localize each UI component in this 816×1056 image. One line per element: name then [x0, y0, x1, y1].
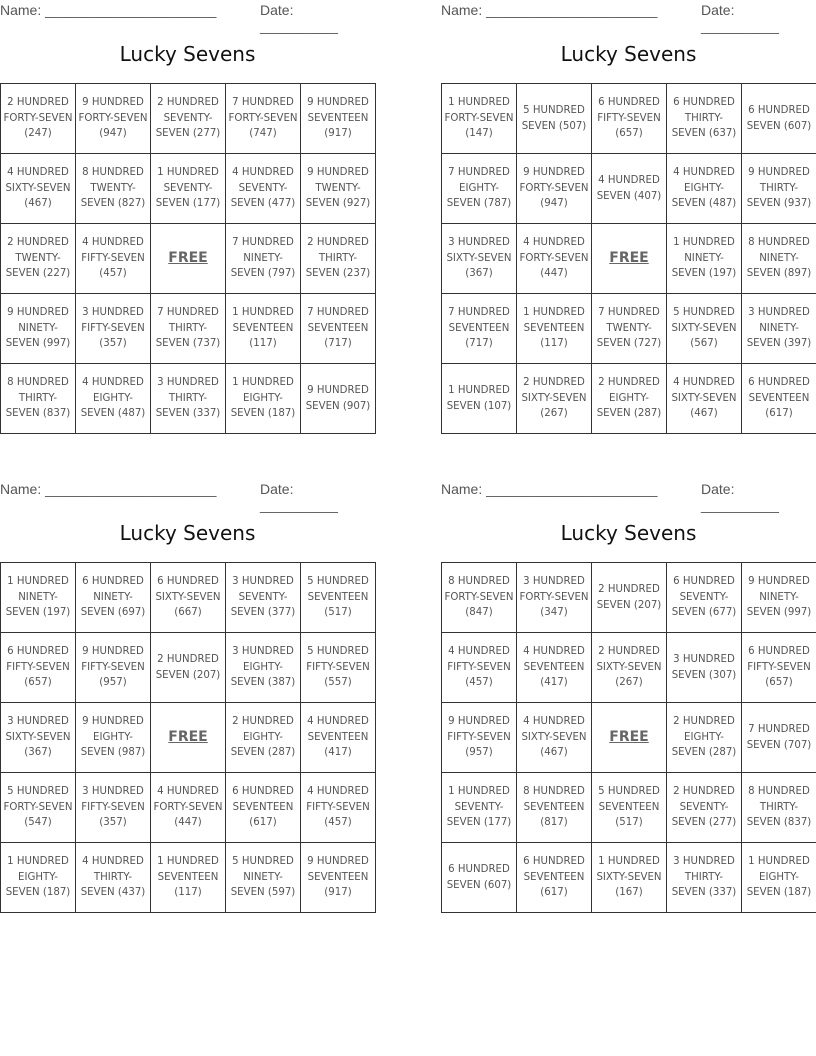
bingo-cell: 3 HUNDRED EIGHTY-SEVEN (387) [226, 633, 301, 703]
bingo-cell: 4 HUNDRED EIGHTY-SEVEN (487) [76, 364, 151, 434]
bingo-cell: 4 HUNDRED SEVEN (407) [592, 154, 667, 224]
card-header [441, 479, 816, 513]
bingo-cell: 4 HUNDRED SEVENTY-SEVEN (477) [226, 154, 301, 224]
bingo-cell: 8 HUNDRED NINETY-SEVEN (897) [742, 224, 816, 294]
card-header [0, 479, 375, 513]
bingo-cell: 7 HUNDRED NINETY-SEVEN (797) [226, 224, 301, 294]
name-field-label: Name: ______________________ [0, 2, 217, 18]
bingo-cell: 4 HUNDRED SIXTY-SEVEN (467) [517, 703, 592, 773]
bingo-cell: 6 HUNDRED SEVENTY-SEVEN (677) [667, 563, 742, 633]
bingo-cell: 9 HUNDRED FORTY-SEVEN (947) [76, 84, 151, 154]
bingo-cell: 2 HUNDRED EIGHTY-SEVEN (287) [667, 703, 742, 773]
bingo-cell: 4 HUNDRED THIRTY-SEVEN (437) [76, 843, 151, 913]
card-header [0, 0, 375, 34]
bingo-cell: 4 HUNDRED FORTY-SEVEN (447) [151, 773, 226, 843]
bingo-cell: 7 HUNDRED THIRTY-SEVEN (737) [151, 294, 226, 364]
grid-row [1, 364, 376, 434]
grid-row [1, 563, 376, 633]
bingo-cell: 1 HUNDRED SEVENTEEN (117) [151, 843, 226, 913]
bingo-cell: 7 HUNDRED EIGHTY-SEVEN (787) [442, 154, 517, 224]
bingo-cell: 5 HUNDRED SEVENTEEN (517) [592, 773, 667, 843]
bingo-cell: 8 HUNDRED SEVENTEEN (817) [517, 773, 592, 843]
bingo-cell: 4 HUNDRED SIXTY-SEVEN (467) [1, 154, 76, 224]
bingo-cell: 2 HUNDRED EIGHTY-SEVEN (287) [226, 703, 301, 773]
grid-row [442, 364, 816, 434]
bingo-cell: 1 HUNDRED EIGHTY-SEVEN (187) [1, 843, 76, 913]
grid-row [1, 843, 376, 913]
bingo-cell: 9 HUNDRED SEVENTEEN (917) [301, 84, 376, 154]
card-title: Lucky Sevens [119, 521, 256, 545]
bingo-cell: 7 HUNDRED FORTY-SEVEN (747) [226, 84, 301, 154]
card-header [441, 0, 816, 34]
bingo-cell: 2 HUNDRED SEVENTY-SEVEN (277) [667, 773, 742, 843]
card-title: Lucky Sevens [560, 521, 697, 545]
bingo-cell: 5 HUNDRED FORTY-SEVEN (547) [1, 773, 76, 843]
bingo-cell: 2 HUNDRED FORTY-SEVEN (247) [1, 84, 76, 154]
bingo-cell: 5 HUNDRED SEVENTEEN (517) [301, 563, 376, 633]
bingo-cell: 9 HUNDRED SEVENTEEN (917) [301, 843, 376, 913]
bingo-cell: 7 HUNDRED TWENTY-SEVEN (727) [592, 294, 667, 364]
bingo-cell: 6 HUNDRED THIRTY-SEVEN (637) [667, 84, 742, 154]
bingo-cell: 5 HUNDRED SIXTY-SEVEN (567) [667, 294, 742, 364]
free-space-cell: FREE [592, 703, 667, 773]
bingo-cell: 2 HUNDRED TWENTY-SEVEN (227) [1, 224, 76, 294]
bingo-cell: 8 HUNDRED THIRTY-SEVEN (837) [742, 773, 816, 843]
bingo-cell: 9 HUNDRED FORTY-SEVEN (947) [517, 154, 592, 224]
bingo-cell: 6 HUNDRED SIXTY-SEVEN (667) [151, 563, 226, 633]
bingo-cell: 4 HUNDRED FIFTY-SEVEN (457) [76, 224, 151, 294]
grid-row [442, 563, 816, 633]
bingo-cell: 2 HUNDRED SEVEN (207) [592, 563, 667, 633]
free-space-cell: FREE [592, 224, 667, 294]
grid-row [442, 773, 816, 843]
bingo-cell: 2 HUNDRED SIXTY-SEVEN (267) [592, 633, 667, 703]
grid-row [1, 84, 376, 154]
bingo-cell: 5 HUNDRED NINETY-SEVEN (597) [226, 843, 301, 913]
grid-row [1, 154, 376, 224]
name-field-label: Name: ______________________ [441, 481, 658, 497]
bingo-cell: 3 HUNDRED THIRTY-SEVEN (337) [151, 364, 226, 434]
card-title: Lucky Sevens [119, 42, 256, 66]
date-field-label: Date: __________ [260, 2, 338, 34]
bingo-cell: 1 HUNDRED SEVENTY-SEVEN (177) [442, 773, 517, 843]
bingo-cell: 9 HUNDRED TWENTY-SEVEN (927) [301, 154, 376, 224]
name-field-label: Name: ______________________ [441, 2, 658, 18]
bingo-cell: 6 HUNDRED FIFTY-SEVEN (657) [742, 633, 816, 703]
bingo-cell: 6 HUNDRED NINETY-SEVEN (697) [76, 563, 151, 633]
grid-row [1, 773, 376, 843]
bingo-cell: 1 HUNDRED NINETY-SEVEN (197) [667, 224, 742, 294]
bingo-cell: 1 HUNDRED FORTY-SEVEN (147) [442, 84, 517, 154]
bingo-cell: 4 HUNDRED SEVENTEEN (417) [301, 703, 376, 773]
date-field-label: Date: __________ [701, 2, 779, 34]
bingo-cell: 4 HUNDRED SIXTY-SEVEN (467) [667, 364, 742, 434]
bingo-cell: 6 HUNDRED SEVENTEEN (617) [742, 364, 816, 434]
bingo-cell: 5 HUNDRED SEVEN (507) [517, 84, 592, 154]
bingo-cell: 3 HUNDRED SIXTY-SEVEN (367) [1, 703, 76, 773]
grid-row [442, 703, 816, 773]
bingo-cell: 6 HUNDRED SEVEN (607) [742, 84, 816, 154]
bingo-cell: 1 HUNDRED NINETY-SEVEN (197) [1, 563, 76, 633]
bingo-cell: 4 HUNDRED FIFTY-SEVEN (457) [301, 773, 376, 843]
bingo-cell: 7 HUNDRED SEVEN (707) [742, 703, 816, 773]
grid-row [1, 224, 376, 294]
bingo-cell: 4 HUNDRED FIFTY-SEVEN (457) [442, 633, 517, 703]
bingo-grid [441, 562, 816, 913]
bingo-cell: 2 HUNDRED THIRTY-SEVEN (237) [301, 224, 376, 294]
bingo-cell: 5 HUNDRED FIFTY-SEVEN (557) [301, 633, 376, 703]
bingo-cell: 6 HUNDRED FIFTY-SEVEN (657) [1, 633, 76, 703]
card-title: Lucky Sevens [560, 42, 697, 66]
bingo-cell: 1 HUNDRED EIGHTY-SEVEN (187) [226, 364, 301, 434]
bingo-cell: 3 HUNDRED SEVENTY-SEVEN (377) [226, 563, 301, 633]
bingo-grid [441, 83, 816, 434]
bingo-cell: 7 HUNDRED SEVENTEEN (717) [301, 294, 376, 364]
name-field-label: Name: ______________________ [0, 481, 217, 497]
free-space-cell: FREE [151, 224, 226, 294]
bingo-cell: 6 HUNDRED SEVENTEEN (617) [226, 773, 301, 843]
bingo-cell: 9 HUNDRED EIGHTY-SEVEN (987) [76, 703, 151, 773]
bingo-cell: 3 HUNDRED FORTY-SEVEN (347) [517, 563, 592, 633]
bingo-cell: 1 HUNDRED SEVENTY-SEVEN (177) [151, 154, 226, 224]
grid-row [442, 84, 816, 154]
bingo-cell: 3 HUNDRED FIFTY-SEVEN (357) [76, 773, 151, 843]
bingo-cell: 3 HUNDRED SIXTY-SEVEN (367) [442, 224, 517, 294]
bingo-cell: 3 HUNDRED FIFTY-SEVEN (357) [76, 294, 151, 364]
bingo-cell: 1 HUNDRED SIXTY-SEVEN (167) [592, 843, 667, 913]
bingo-cell: 9 HUNDRED NINETY-SEVEN (997) [1, 294, 76, 364]
bingo-grid [0, 83, 376, 434]
grid-row [442, 154, 816, 224]
bingo-cell: 9 HUNDRED THIRTY-SEVEN (937) [742, 154, 816, 224]
bingo-cell: 2 HUNDRED EIGHTY-SEVEN (287) [592, 364, 667, 434]
bingo-cell: 1 HUNDRED SEVENTEEN (117) [517, 294, 592, 364]
date-field-label: Date: __________ [260, 481, 338, 513]
bingo-cell: 1 HUNDRED SEVEN (107) [442, 364, 517, 434]
date-field-label: Date: __________ [701, 481, 779, 513]
bingo-cell: 6 HUNDRED FIFTY-SEVEN (657) [592, 84, 667, 154]
bingo-cell: 6 HUNDRED SEVENTEEN (617) [517, 843, 592, 913]
bingo-cell: 8 HUNDRED THIRTY-SEVEN (837) [1, 364, 76, 434]
bingo-cell: 9 HUNDRED SEVEN (907) [301, 364, 376, 434]
bingo-cell: 6 HUNDRED SEVEN (607) [442, 843, 517, 913]
bingo-cell: 9 HUNDRED NINETY-SEVEN (997) [742, 563, 816, 633]
grid-row [442, 633, 816, 703]
free-space-cell: FREE [151, 703, 226, 773]
bingo-cell: 2 HUNDRED SEVENTY-SEVEN (277) [151, 84, 226, 154]
grid-row [1, 294, 376, 364]
grid-row [1, 633, 376, 703]
grid-row [442, 294, 816, 364]
bingo-cell: 9 HUNDRED FIFTY-SEVEN (957) [76, 633, 151, 703]
bingo-grid [0, 562, 376, 913]
grid-row [1, 703, 376, 773]
bingo-cell: 1 HUNDRED EIGHTY-SEVEN (187) [742, 843, 816, 913]
grid-row [442, 843, 816, 913]
bingo-cell: 4 HUNDRED EIGHTY-SEVEN (487) [667, 154, 742, 224]
bingo-cell: 4 HUNDRED SEVENTEEN (417) [517, 633, 592, 703]
bingo-cell: 2 HUNDRED SEVEN (207) [151, 633, 226, 703]
bingo-cell: 1 HUNDRED SEVENTEEN (117) [226, 294, 301, 364]
bingo-cell: 3 HUNDRED SEVEN (307) [667, 633, 742, 703]
bingo-cell: 3 HUNDRED THIRTY-SEVEN (337) [667, 843, 742, 913]
bingo-cell: 9 HUNDRED FIFTY-SEVEN (957) [442, 703, 517, 773]
bingo-cell: 7 HUNDRED SEVENTEEN (717) [442, 294, 517, 364]
bingo-cell: 3 HUNDRED NINETY-SEVEN (397) [742, 294, 816, 364]
grid-row [442, 224, 816, 294]
bingo-cell: 4 HUNDRED FORTY-SEVEN (447) [517, 224, 592, 294]
bingo-cell: 8 HUNDRED FORTY-SEVEN (847) [442, 563, 517, 633]
bingo-cell: 8 HUNDRED TWENTY-SEVEN (827) [76, 154, 151, 224]
bingo-cell: 2 HUNDRED SIXTY-SEVEN (267) [517, 364, 592, 434]
